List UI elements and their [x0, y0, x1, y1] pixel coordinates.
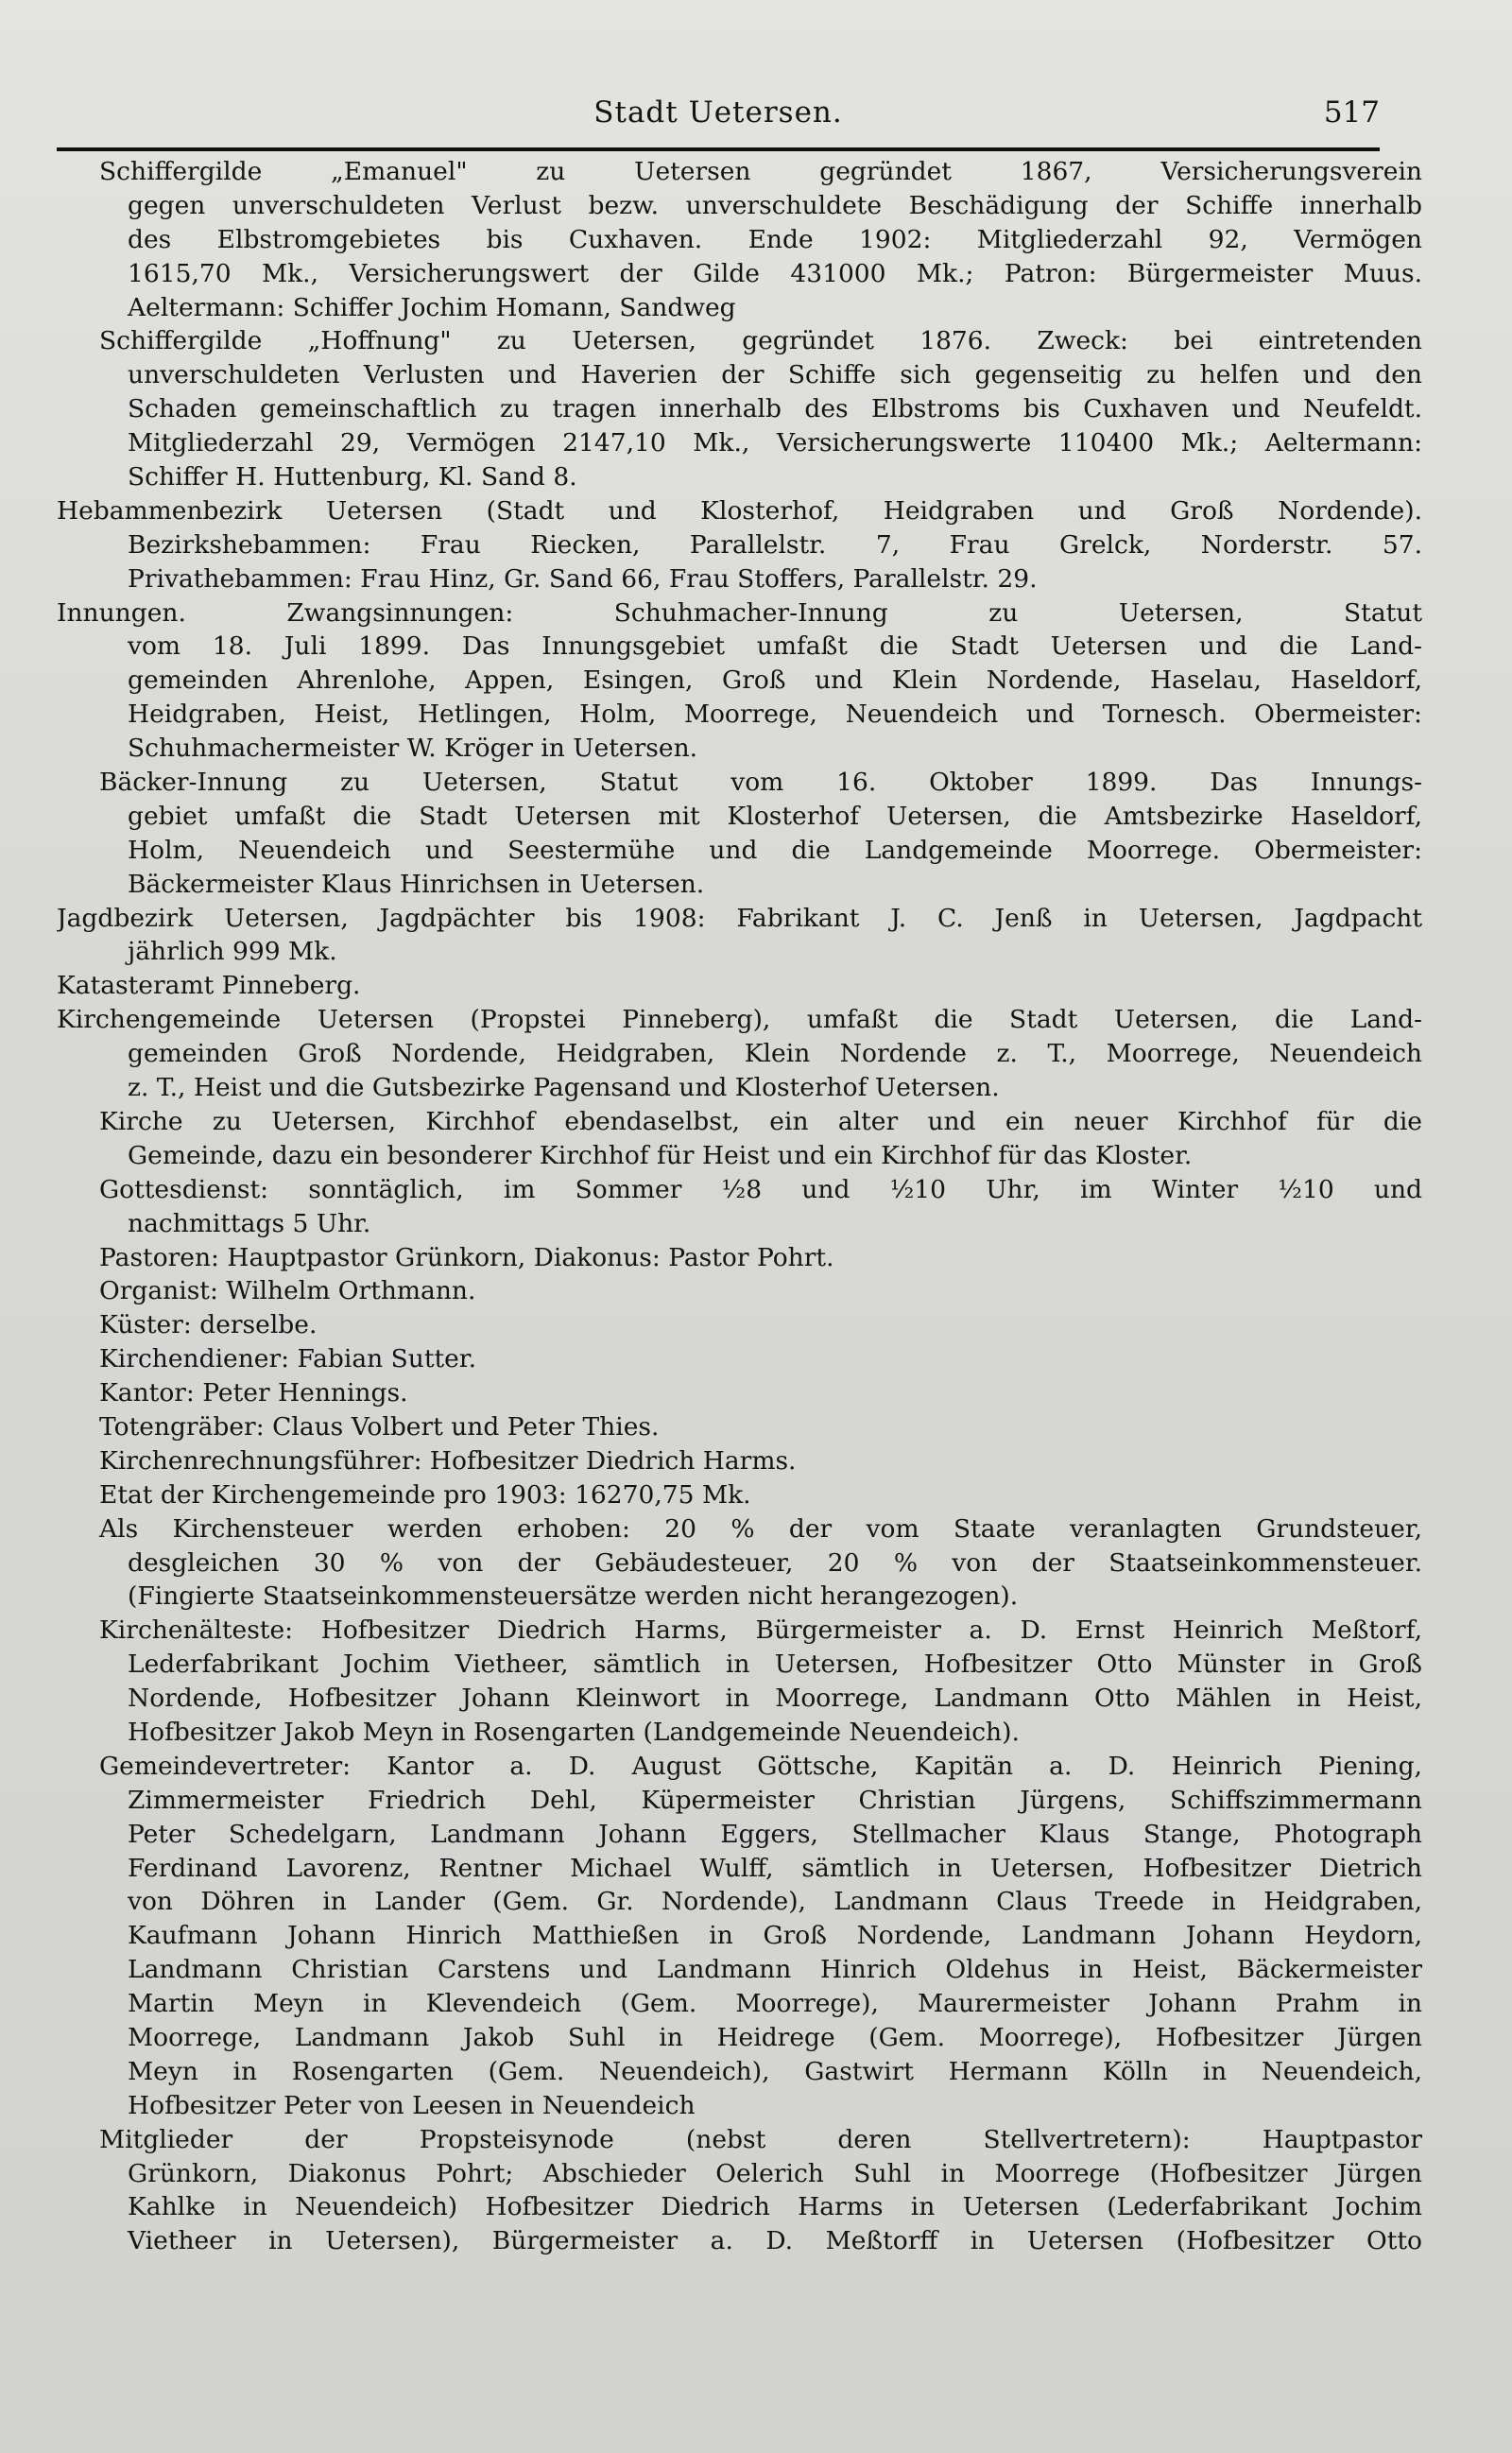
text-line: Grünkorn, Diakonus Pohrt; Abschieder Oelerich Suhl in Moorrege (Hofbesitzer Jürgen	[128, 2158, 1422, 2188]
text-line: Zimmermeister Friedrich Dehl, Küpermeister Christian Jürgens, Schiffszimmermann	[128, 1785, 1422, 1815]
page-number: 517	[1323, 95, 1380, 130]
text-line: Kahlke in Neuendeich) Hofbesitzer Diedrich Harms in Uetersen (Lederfabrikant Jochim	[128, 2192, 1422, 2222]
text-line: Kaufmann Johann Hinrich Matthießen in Groß Nordende, Landmann Johann Heydorn,	[128, 1921, 1422, 1951]
text-line: Ferdinand Lavorenz, Rentner Michael Wulff, sämtlich in Uetersen, Hofbesitzer Dietrich	[128, 1853, 1422, 1883]
text-line: 1615,70 Mk., Versicherungswert der Gilde 431000 Mk.; Patron: Bürgermeister Muus.	[128, 258, 1422, 288]
text-line: Schuhmachermeister W. Kröger in Uetersen.	[128, 734, 698, 764]
text-line: Holm, Neuendeich und Seestermühe und die Landgemeinde Moorrege. Obermeister:	[128, 835, 1422, 865]
running-title: Stadt Uetersen.	[593, 95, 843, 130]
text-line: Katasteramt Pinneberg.	[57, 971, 361, 1001]
text-line: jährlich 999 Mk.	[128, 937, 337, 967]
text-line: Kirchenälteste: Hofbesitzer Diedrich Harms, Bürgermeister a. D. Ernst Heinrich Meßtorf,	[99, 1615, 1422, 1646]
text-line: nachmittags 5 Uhr.	[128, 1208, 371, 1238]
text-line: z. T., Heist und die Gutsbezirke Pagensand und Klosterhof Uetersen.	[128, 1073, 1000, 1103]
text-line: Kirche zu Uetersen, Kirchhof ebendaselbst, ein alter und ein neuer Kirchhof für die	[99, 1106, 1422, 1136]
text-line: des Elbstromgebietes bis Cuxhaven. Ende 1902: Mitgliederzahl 92, Vermögen	[128, 224, 1422, 254]
header-rule	[57, 147, 1380, 151]
text-line: Martin Meyn in Klevendeich (Gem. Moorrege), Maurermeister Johann Prahm in	[128, 1989, 1422, 2019]
text-line: gegen unverschuldeten Verlust bezw. unverschuldete Beschädigung der Schiffe innerhalb	[128, 190, 1422, 220]
text-line: Küster: derselbe.	[99, 1310, 318, 1340]
text-line: Schaden gemeinschaftlich zu tragen innerhalb des Elbstroms bis Cuxhaven und Neufeldt.	[128, 394, 1422, 424]
text-line: vom 18. Juli 1899. Das Innungsgebiet umfaßt die Stadt Uetersen und die Land-	[128, 631, 1422, 662]
text-line: Bäckermeister Klaus Hinrichsen in Uetersen.	[128, 869, 705, 899]
text-line: Schiffergilde „Emanuel" zu Uetersen gegründet 1867, Versicherungsverein	[99, 157, 1422, 186]
text-line: Schiffer H. Huttenburg, Kl. Sand 8.	[128, 462, 577, 492]
text-line: Kirchendiener: Fabian Sutter.	[99, 1344, 476, 1374]
text-line: Kantor: Peter Hennings.	[99, 1378, 408, 1408]
text-line: Meyn in Rosengarten (Gem. Neuendeich), Gastwirt Hermann Kölln in Neuendeich,	[128, 2056, 1422, 2086]
text-line: Aeltermann: Schiffer Jochim Homann, Sandweg	[128, 292, 736, 322]
text-line: Gemeindevertreter: Kantor a. D. August Göttsche, Kapitän a. D. Heinrich Piening,	[99, 1751, 1422, 1781]
text-line: Heidgraben, Heist, Hetlingen, Holm, Moorrege, Neuendeich und Tornesch. Obermeister:	[128, 700, 1422, 730]
text-line: Peter Schedelgarn, Landmann Johann Eggers, Stellmacher Klaus Stange, Photograph	[128, 1819, 1422, 1849]
text-line: Hofbesitzer Peter von Leesen in Neuendeich	[128, 2090, 696, 2120]
text-line: Organist: Wilhelm Orthmann.	[99, 1276, 476, 1306]
text-line: Jagdbezirk Uetersen, Jagdpächter bis 1908: Fabrikant J. C. Jenß in Uetersen, Jagdpacht	[57, 903, 1422, 933]
text-line: Bezirkshebammen: Frau Riecken, Parallelstr. 7, Frau Grelck, Norderstr. 57.	[128, 529, 1422, 560]
text-line: Mitgliederzahl 29, Vermögen 2147,10 Mk., Versicherungswerte 110400 Mk.; Aeltermann:	[128, 428, 1422, 458]
text-line: Kirchenrechnungsführer: Hofbesitzer Diedrich Harms.	[99, 1445, 797, 1476]
page-header	[57, 90, 1380, 137]
text-line: Pastoren: Hauptpastor Grünkorn, Diakonus: Pastor Pohrt.	[99, 1242, 834, 1272]
text-line: (Fingierte Staatseinkommensteuersätze werden nicht herangezogen).	[128, 1581, 1019, 1612]
body-text	[57, 155, 1422, 2258]
text-line: Hebammenbezirk Uetersen (Stadt und Klosterhof, Heidgraben und Groß Nordende).	[57, 495, 1422, 526]
text-line: Privathebammen: Frau Hinz, Gr. Sand 66, Frau Stoffers, Parallelstr. 29.	[128, 563, 1038, 594]
text-line: Totengräber: Claus Volbert und Peter Thies.	[99, 1411, 660, 1442]
text-line: Gemeinde, dazu ein besonderer Kirchhof für Heist und ein Kirchhof für das Kloster.	[128, 1140, 1193, 1170]
text-line: Kirchengemeinde Uetersen (Propstei Pinneberg), umfaßt die Stadt Uetersen, die Land-	[57, 1005, 1422, 1035]
text-line: gemeinden Ahrenlohe, Appen, Esingen, Groß und Klein Nordende, Haselau, Haseldorf,	[128, 665, 1422, 696]
text-line: Etat der Kirchengemeinde pro 1903: 16270,75 Mk.	[99, 1479, 751, 1510]
text-line: Nordende, Hofbesitzer Johann Kleinwort in Moorrege, Landmann Otto Mählen in Heist,	[128, 1684, 1422, 1714]
text-line: gebiet umfaßt die Stadt Uetersen mit Klosterhof Uetersen, die Amtsbezirke Haseldorf,	[128, 801, 1422, 831]
text-line: Landmann Christian Carstens und Landmann Hinrich Oldehus in Heist, Bäckermeister	[128, 1955, 1422, 1985]
text-line: von Döhren in Lander (Gem. Gr. Nordende), Landmann Claus Treede in Heidgraben,	[128, 1887, 1422, 1917]
text-line: Gottesdienst: sonntäglich, im Sommer ½8 und ½10 Uhr, im Winter ½10 und	[99, 1174, 1422, 1204]
text-line: Moorrege, Landmann Jakob Suhl in Heidrege (Gem. Moorrege), Hofbesitzer Jürgen	[128, 2022, 1422, 2052]
text-line: Lederfabrikant Jochim Vietheer, sämtlich in Uetersen, Hofbesitzer Otto Münster in Groß	[128, 1650, 1422, 1680]
text-line: Als Kirchensteuer werden erhoben: 20 % der vom Staate veranlagten Grundsteuer,	[99, 1513, 1422, 1544]
text-line: Hofbesitzer Jakob Meyn in Rosengarten (Landgemeinde Neuendeich).	[128, 1717, 1020, 1747]
text-line: Schiffergilde „Hoffnung" zu Uetersen, gegründet 1876. Zweck: bei eintretenden	[99, 326, 1422, 356]
text-line: desgleichen 30 % von der Gebäudesteuer, 20 % von der Staatseinkommensteuer.	[128, 1547, 1422, 1578]
text-line: unverschuldeten Verlusten und Haverien der Schiffe sich gegenseitig zu helfen und den	[128, 360, 1422, 390]
text-line: Innungen. Zwangsinnungen: Schuhmacher-Innung zu Uetersen, Statut	[57, 597, 1422, 628]
text-line: Bäcker-Innung zu Uetersen, Statut vom 16. Oktober 1899. Das Innungs-	[99, 768, 1422, 798]
text-line: Vietheer in Uetersen), Bürgermeister a. D. Meßtorff in Uetersen (Hofbesitzer Otto	[128, 2226, 1422, 2256]
text-line: Mitglieder der Propsteisynode (nebst deren Stellvertretern): Hauptpastor	[99, 2124, 1422, 2154]
text-line: gemeinden Groß Nordende, Heidgraben, Klein Nordende z. T., Moorrege, Neuendeich	[128, 1039, 1422, 1069]
